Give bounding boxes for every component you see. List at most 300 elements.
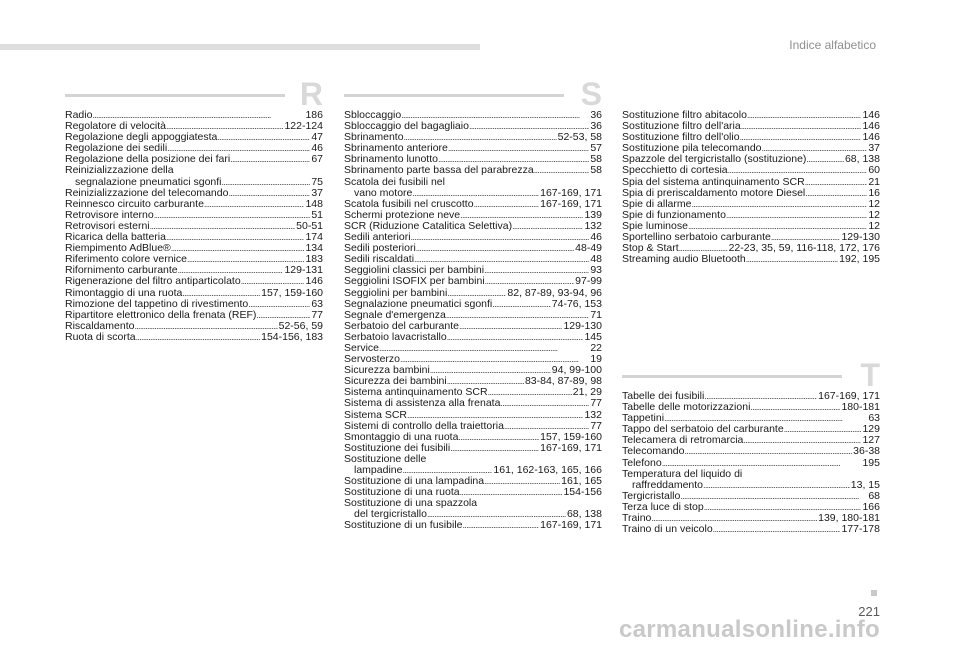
watermark-text: carmanualsonline.info — [618, 616, 880, 643]
index-entry-label: Tappo del serbatoio del carburante — [622, 424, 784, 436]
index-entry-label: Rimozione del tappetino di rivestimento — [65, 298, 249, 310]
index-entry-pages: 192, 195 — [839, 254, 880, 266]
index-entry-pages: 157, 159-160 — [261, 287, 323, 299]
index-entry-pages: 94, 99-100 — [551, 365, 602, 377]
index-entry — [344, 343, 602, 354]
dot-leader — [679, 243, 728, 254]
dot-leader — [484, 265, 589, 276]
index-entry-pages: 154-156, 183 — [261, 331, 323, 343]
index-entry-pages: 67 — [311, 154, 323, 166]
index-entry — [622, 524, 880, 535]
index-entry-label: Servosterzo — [344, 354, 401, 366]
index-entry-pages: 36-38 — [853, 446, 880, 458]
dot-leader — [492, 299, 551, 310]
index-entry-label: Tabelle delle motorizzazioni — [622, 402, 751, 414]
dot-leader — [728, 165, 868, 176]
index-entry-label: Sicurezza dei bambini — [344, 376, 447, 388]
index-entry-label: Sportellino serbatoio carburante — [622, 232, 771, 244]
index-entry-label: Sostituzione filtro dell'olio — [622, 132, 740, 144]
index-entry-pages: 134 — [305, 243, 323, 255]
dot-leader — [404, 132, 557, 143]
index-entry-label: Sistema SCR — [344, 409, 408, 421]
index-entry-label: raffreddamento — [632, 478, 704, 491]
index-entry-label: Seggiolini ISOFIX per bambini — [344, 276, 485, 288]
page-title: Indice alfabetico — [789, 38, 876, 52]
index-entry-pages: 132 — [584, 409, 602, 421]
dot-leader — [459, 321, 562, 332]
index-entry — [344, 365, 602, 376]
dot-leader — [805, 188, 867, 199]
dot-leader — [771, 232, 841, 243]
index-entry-label: Sbrinamento — [344, 132, 404, 144]
index-entry-pages: 132 — [584, 220, 602, 232]
index-entry — [622, 458, 880, 469]
index-entry-label: Sistema antinquinamento SCR — [344, 387, 488, 399]
index-entry-pages: 186 — [305, 110, 323, 121]
index-entry-pages: 36 — [590, 110, 602, 121]
index-entry-label: Rifornimento carburante — [65, 265, 178, 277]
index-entry — [344, 276, 602, 287]
index-entry-pages: 177-178 — [841, 524, 880, 536]
index-entry-label: Streaming audio Bluetooth — [622, 254, 746, 266]
dot-leader — [402, 465, 492, 476]
index-entry-pages: 154-156 — [563, 487, 602, 499]
index-entry — [622, 243, 880, 254]
index-entry — [344, 498, 602, 520]
index-entry — [65, 288, 323, 299]
dot-leader — [688, 221, 867, 232]
index-column-s-continued — [622, 110, 880, 265]
index-entry — [65, 321, 323, 332]
index-entry-pages: 97-99 — [575, 276, 602, 288]
index-entry — [344, 476, 602, 487]
dot-leader — [407, 410, 583, 421]
index-entry — [622, 199, 880, 210]
index-entry-label: Sostituzione di una lampadina — [344, 476, 485, 488]
index-entry — [622, 446, 880, 457]
index-entry-pages: 77 — [590, 398, 602, 410]
index-entry — [344, 110, 602, 121]
page-number: 221 — [858, 604, 880, 619]
index-entry — [344, 332, 602, 343]
index-entry-label: Specchietto di cortesia — [622, 165, 728, 177]
index-entry-label: Retrovisori esterni — [65, 220, 150, 232]
dot-leader — [747, 110, 862, 121]
dot-leader — [762, 143, 868, 154]
index-entry-pages: 71 — [590, 309, 602, 321]
index-entry-label: Riscaldamento — [65, 320, 135, 332]
section-rule — [622, 375, 842, 378]
dot-leader — [741, 121, 862, 132]
index-entry — [344, 243, 602, 254]
index-entry-label: Telecomando — [622, 446, 685, 458]
index-entry — [344, 154, 602, 165]
index-entry-heading: Sostituzione di una spazzola — [344, 498, 478, 510]
index-entry-label: Reinnesco circuito carburante — [65, 198, 204, 210]
index-entry-pages: 139, 180-181 — [818, 513, 880, 525]
index-entry — [65, 154, 323, 165]
dot-leader — [154, 210, 311, 221]
dot-leader — [726, 210, 867, 221]
dot-leader — [171, 243, 305, 254]
index-entry — [344, 165, 602, 176]
index-entry-label: Spia di preriscaldamento motore Diesel — [622, 187, 806, 199]
index-entry-label: Sedili posteriori — [344, 243, 416, 255]
index-entry-label: Serbatoio lavacristallo — [344, 331, 447, 343]
dot-leader — [704, 391, 817, 402]
index-entry — [344, 132, 602, 143]
index-entry-pages: 167-169, 171 — [540, 186, 602, 199]
index-entry-label: Seggiolini per bambini — [344, 287, 448, 299]
index-entry-pages: 146 — [862, 110, 880, 121]
index-entry — [344, 454, 602, 476]
index-entry-pages: 93 — [590, 265, 602, 277]
index-entry-label: Sostituzione filtro abitacolo — [622, 110, 747, 121]
index-entry-label: Traino — [622, 513, 652, 525]
index-entry-label: del tergicristallo — [354, 508, 427, 521]
index-entry — [622, 143, 880, 154]
dot-leader — [411, 232, 590, 243]
index-entry-pages: 63 — [868, 413, 880, 425]
dot-leader — [217, 132, 310, 143]
section-letter: T — [860, 357, 880, 393]
index-entry — [65, 243, 323, 254]
index-entry — [344, 265, 602, 276]
index-entry — [65, 265, 323, 276]
index-entry-pages: 60 — [868, 165, 880, 177]
index-entry — [344, 520, 602, 531]
index-entry-label: Sistemi di controllo della traiettoria — [344, 420, 504, 432]
index-entry-pages: 129-130 — [841, 232, 880, 244]
section-letter: S — [580, 76, 602, 112]
index-entry — [65, 210, 323, 221]
index-entry-pages: 161, 165 — [561, 476, 602, 488]
index-entry-pages: 148 — [305, 198, 323, 210]
index-entry-label: Sbrinamento parte bassa del parabrezza — [344, 165, 534, 177]
dot-leader — [447, 288, 506, 299]
index-entry — [344, 387, 602, 398]
index-entry-label: Rigenerazione del filtro antiparticolato — [65, 276, 241, 288]
index-entry — [344, 121, 602, 132]
index-entry — [344, 299, 602, 310]
section-rule — [65, 94, 285, 97]
index-entry-label: Spia del sistema antinquinamento SCR — [622, 176, 805, 188]
index-entry-pages: 52-56, 59 — [278, 320, 323, 332]
index-entry-label: Tergicristallo — [622, 490, 681, 502]
index-entry — [344, 398, 602, 409]
dot-leader — [256, 310, 310, 321]
index-entry-label: Service — [344, 342, 380, 354]
dot-leader — [512, 221, 583, 232]
index-entry-pages: 37 — [311, 187, 323, 199]
index-entry-label: Spie luminose — [622, 220, 688, 232]
index-entry — [65, 310, 323, 321]
index-entry-pages: 180-181 — [841, 402, 880, 414]
index-entry-pages: 77 — [590, 420, 602, 432]
index-entry-pages: 12 — [868, 220, 880, 232]
index-entry-label: Traino di un veicolo — [622, 524, 713, 536]
index-entry-label: Sostituzione dei fusibili — [344, 442, 451, 454]
index-entry-pages: 122-124 — [284, 121, 323, 133]
index-entry — [65, 121, 323, 132]
index-entry-pages: 51 — [311, 209, 323, 221]
index-entry-pages: 146 — [305, 276, 323, 288]
index-entry — [622, 188, 880, 199]
index-entry — [344, 254, 602, 265]
dot-leader — [166, 121, 283, 132]
index-entry-label: SCR (Riduzione Catalitica Selettiva) — [344, 220, 513, 232]
index-entry-pages: 21, 29 — [572, 387, 602, 399]
index-entry — [622, 177, 880, 188]
index-entry-pages: 129-131 — [284, 265, 323, 277]
index-entry — [622, 424, 880, 435]
dot-leader — [446, 310, 589, 321]
index-entry-pages: 74-76, 153 — [551, 298, 602, 310]
index-entry-pages: 68, 138 — [844, 154, 880, 166]
index-entry-pages: 129 — [862, 424, 880, 436]
index-entry-label: Sistema di assistenza alla frenata — [344, 398, 501, 410]
section-rule — [344, 94, 564, 97]
index-entry-pages: 36 — [590, 121, 602, 133]
index-entry-pages: 127 — [862, 435, 880, 447]
index-entry-pages: 63 — [311, 298, 323, 310]
index-entry-label: Scatola fusibili nel cruscotto — [344, 198, 474, 210]
index-entry — [344, 443, 602, 454]
dot-leader — [463, 520, 540, 531]
index-column-t — [622, 391, 880, 535]
dot-leader — [204, 199, 305, 210]
index-entry — [344, 221, 602, 232]
index-entry — [65, 199, 323, 210]
dot-leader — [92, 110, 304, 121]
index-entry — [622, 121, 880, 132]
index-entry-pages: 48-49 — [575, 243, 602, 255]
index-entry-label: Serbatoio del carburante — [344, 320, 459, 332]
dot-leader — [469, 121, 589, 132]
index-entry-pages: 21 — [868, 176, 880, 188]
dot-leader — [187, 254, 305, 265]
index-entry — [622, 413, 880, 424]
dot-leader — [182, 288, 260, 299]
index-entry-pages: 145 — [584, 331, 602, 343]
index-entry-pages: 129-130 — [563, 320, 602, 332]
dot-leader — [447, 376, 524, 387]
dot-leader — [750, 402, 840, 413]
dot-leader — [241, 276, 305, 287]
index-entry-pages: 77 — [311, 309, 323, 321]
dot-leader — [485, 276, 574, 287]
index-entry — [622, 391, 880, 402]
page-marker — [871, 590, 877, 596]
index-entry-pages: 68 — [868, 490, 880, 502]
dot-leader — [150, 221, 296, 232]
index-entry — [622, 232, 880, 243]
index-entry-pages: 22-23, 35, 59, 116-118, 172, 176 — [728, 243, 880, 255]
index-entry-heading: Scatola dei fusibili nel — [344, 176, 445, 188]
dot-leader — [427, 509, 566, 520]
index-entry-label: Stop & Start — [622, 243, 679, 255]
index-entry-pages: 167-169, 171 — [818, 391, 880, 402]
index-entry — [622, 110, 880, 121]
index-entry — [344, 410, 602, 421]
dot-leader — [784, 424, 862, 435]
dot-leader — [450, 443, 539, 454]
index-entry — [622, 210, 880, 221]
index-entry — [344, 143, 602, 154]
dot-leader — [379, 343, 589, 354]
dot-leader — [534, 165, 590, 176]
index-entry-pages: 157, 159-160 — [540, 431, 602, 443]
index-entry-label: Regolazione dei sedili — [65, 143, 168, 155]
dot-leader — [136, 332, 260, 343]
index-entry-label: Riempimento AdBlue® — [65, 243, 171, 255]
dot-leader — [504, 421, 589, 432]
index-entry-pages: 195 — [862, 457, 880, 469]
section-letter: R — [299, 76, 323, 112]
index-entry-label: Segnale d'emergenza — [344, 309, 446, 321]
index-entry — [622, 402, 880, 413]
dot-leader — [703, 480, 850, 491]
index-entry — [344, 487, 602, 498]
dot-leader — [414, 254, 589, 265]
dot-leader — [651, 513, 817, 524]
dot-leader — [222, 177, 311, 188]
index-entry — [65, 132, 323, 143]
index-entry-pages: 167-169, 171 — [540, 520, 602, 532]
index-entry — [622, 469, 880, 491]
index-entry-label: Sbrinamento lunotto — [344, 154, 438, 166]
index-entry — [344, 232, 602, 243]
dot-leader — [460, 487, 563, 498]
index-entry-label: Sedili riscaldati — [344, 254, 415, 266]
dot-leader — [806, 154, 844, 165]
index-entry-label: Regolatore di velocità — [65, 121, 166, 133]
index-entry-label: Sbrinamento anteriore — [344, 143, 448, 155]
index-entry-pages: 47 — [311, 132, 323, 144]
index-entry — [622, 435, 880, 446]
index-entry-pages: 167-169, 171 — [540, 442, 602, 454]
dot-leader — [474, 199, 540, 210]
dot-leader — [230, 154, 310, 165]
index-entry — [344, 432, 602, 443]
index-entry-label: Radio — [65, 110, 93, 121]
index-entry — [65, 221, 323, 232]
index-entry-pages: 161, 162-163, 165, 166 — [493, 464, 602, 476]
index-entry-heading: Temperatura del liquido di — [622, 468, 743, 480]
dot-leader — [664, 413, 867, 424]
index-entry — [65, 276, 323, 287]
index-entry-label: Riferimento colore vernice — [65, 254, 187, 266]
dot-leader — [448, 143, 589, 154]
index-entry-label: Sbloccaggio — [344, 110, 402, 121]
index-entry — [622, 254, 880, 265]
index-entry-pages: 13, 15 — [850, 478, 880, 491]
dot-leader — [684, 446, 852, 457]
index-entry — [344, 199, 602, 210]
index-entry-pages: 167-169, 171 — [540, 198, 602, 210]
index-entry-pages: 166 — [862, 501, 880, 513]
index-entry-label: Regolazione della posizione dei fari — [65, 154, 231, 166]
index-entry-pages: 146 — [862, 132, 880, 144]
dot-leader — [713, 524, 841, 535]
index-entry-label: vano motore — [354, 186, 413, 199]
dot-leader — [704, 502, 862, 513]
index-entry — [344, 177, 602, 199]
dot-leader — [167, 143, 310, 154]
index-entry-label: Sedili anteriori — [344, 232, 411, 244]
index-entry-pages: 19 — [590, 354, 602, 366]
index-entry-label: Sostituzione di una ruota — [344, 487, 460, 499]
index-entry-pages: 22 — [590, 342, 602, 354]
index-entry-label: lampadine — [354, 464, 403, 476]
dot-leader — [400, 354, 589, 365]
index-entry — [65, 332, 323, 343]
index-entry-label: Regolazione degli appoggiatesta — [65, 132, 218, 144]
index-entry-label: Tappetini — [622, 413, 665, 425]
index-entry-label: Sostituzione di un fusibile — [344, 520, 463, 532]
index-entry-label: Sbloccaggio del bagagliaio — [344, 121, 469, 133]
index-entry-heading: Sostituzione delle — [344, 453, 427, 465]
dot-leader — [743, 435, 861, 446]
index-entry-label: Telefono — [622, 457, 662, 469]
dot-leader — [805, 177, 868, 188]
dot-leader — [178, 265, 284, 276]
index-entry-pages: 183 — [305, 254, 323, 266]
index-entry — [65, 110, 323, 121]
index-entry — [344, 421, 602, 432]
dot-leader — [412, 188, 539, 199]
dot-leader — [166, 232, 305, 243]
index-entry — [344, 210, 602, 221]
index-entry — [65, 299, 323, 310]
dot-leader — [691, 199, 867, 210]
header-bar — [0, 44, 480, 50]
index-entry-label: Tabelle dei fusibili — [622, 391, 705, 402]
index-entry-label: Schermi protezione neve — [344, 209, 461, 221]
dot-leader — [416, 243, 574, 254]
index-entry — [622, 513, 880, 524]
index-entry-label: Ruota di scorta — [65, 331, 136, 343]
index-entry — [65, 188, 323, 199]
dot-leader — [401, 110, 589, 121]
index-entry-label: Spie di funzionamento — [622, 209, 726, 221]
index-entry-pages: 139 — [584, 209, 602, 221]
index-entry-pages: 58 — [590, 165, 602, 177]
index-entry-pages: 12 — [868, 198, 880, 210]
index-entry — [65, 165, 323, 187]
dot-leader — [228, 188, 310, 199]
index-entry-label: Reinizializzazione del telecomando — [65, 187, 229, 199]
index-entry-pages: 83-84, 87-89, 98 — [524, 376, 602, 388]
index-entry — [622, 132, 880, 143]
index-entry — [344, 376, 602, 387]
index-entry — [622, 221, 880, 232]
index-entry-heading: Reinizializzazione della — [65, 165, 174, 177]
dot-leader — [458, 432, 539, 443]
index-entry-pages: 46 — [311, 143, 323, 155]
index-entry-pages: 46 — [590, 232, 602, 244]
index-entry-label: Spie di allarme — [622, 198, 692, 210]
index-entry-label: Segnalazione pneumatici sgonfi — [344, 298, 493, 310]
index-entry — [344, 288, 602, 299]
dot-leader — [248, 299, 310, 310]
index-entry-label: segnalazione pneumatici sgonfi — [75, 175, 222, 188]
index-entry-pages: 16 — [868, 187, 880, 199]
index-entry-label: Retrovisore interno — [65, 209, 154, 221]
index-entry — [622, 491, 880, 502]
index-entry-label: Sostituzione pila telecomando — [622, 143, 762, 155]
index-entry — [65, 143, 323, 154]
